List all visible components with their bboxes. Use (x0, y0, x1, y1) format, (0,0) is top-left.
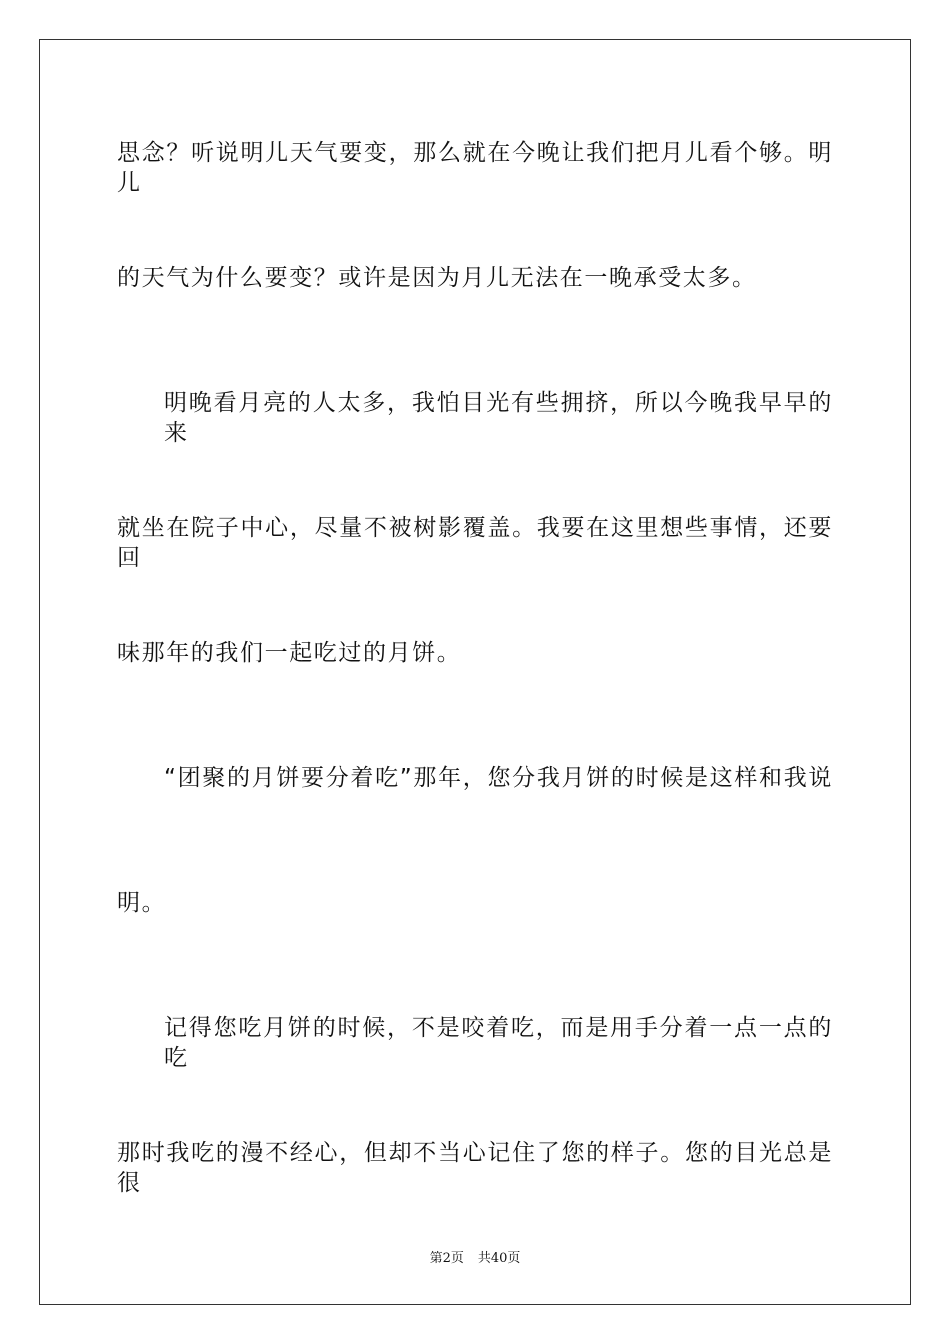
paragraph-line: 思念？听说明儿天气要变，那么就在今晚让我们把月儿看个够。明儿 (117, 140, 833, 196)
paragraph-line: 记得您吃月饼的时候，不是咬着吃，而是用手分着一点一点的吃 (164, 1015, 833, 1071)
paragraph-line: 明晚看月亮的人太多，我怕目光有些拥挤，所以今晚我早早的来 (164, 390, 833, 446)
paragraph-line: 就坐在院子中心，尽量不被树影覆盖。我要在这里想些事情，还要回 (117, 515, 833, 571)
paragraph-line: 的天气为什么要变？或许是因为月儿无法在一晚承受太多。 (117, 265, 757, 291)
paragraph-line: 明。 (117, 890, 167, 916)
page-footer (0, 1247, 950, 1266)
page-border (39, 39, 911, 1305)
page-total: 共40页 (477, 1251, 521, 1266)
paragraph-line: 那时我吃的漫不经心，但却不当心记住了您的样子。您的目光总是很 (117, 1140, 833, 1196)
page-number: 第2页 (429, 1251, 464, 1266)
paragraph-line: “团聚的月饼要分着吃”那年，您分我月饼的时候是这样和我说 (164, 765, 833, 791)
paragraph-line: 味那年的我们一起吃过的月饼。 (117, 640, 462, 666)
